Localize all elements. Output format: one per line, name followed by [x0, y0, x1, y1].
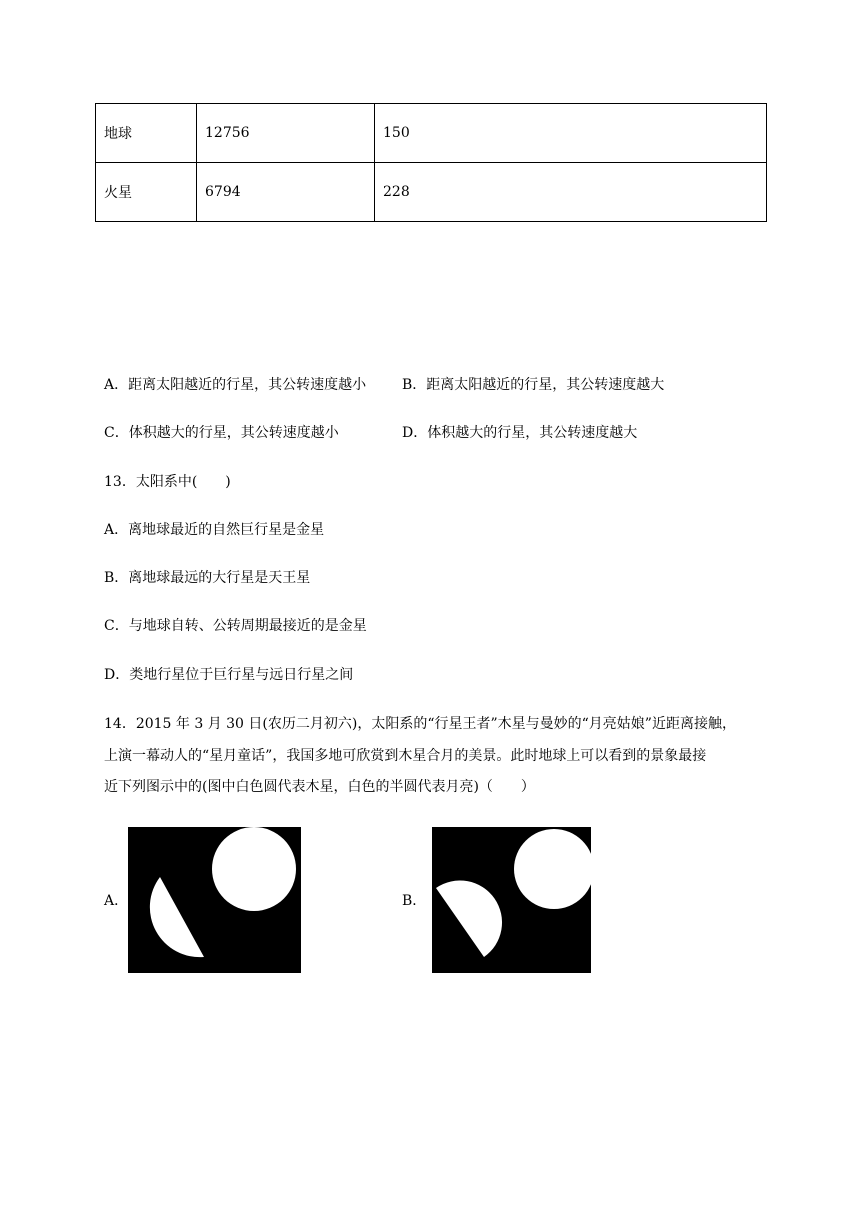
table-cell: 12756 — [197, 104, 375, 163]
jupiter-moon-figure-b — [432, 827, 591, 973]
q14-stem-line2: 上演一幕动人的“星月童话”，我国多地可欣赏到木星合月的美景。此时地球上可以看到的景象最接 — [104, 748, 707, 764]
planet-data-table — [95, 103, 767, 222]
table-cell: 火星 — [96, 163, 197, 222]
q12-option-a: A．距离太阳越近的行星，其公转速度越小 — [104, 377, 367, 393]
q13-option-a: A．离地球最近的自然巨行星是金星 — [104, 522, 325, 538]
q14-stem-line3: 近下列图示中的(图中白色圆代表木星，白色的半圆代表月亮)（ ） — [104, 779, 535, 795]
q14-option-b-label: B． — [402, 893, 427, 909]
q13-option-b: B．离地球最远的大行星是天王星 — [104, 570, 311, 586]
q13-option-c: C．与地球自转、公转周期最接近的是金星 — [104, 618, 367, 634]
jupiter-circle-a — [212, 827, 296, 911]
q12-option-c: C．体积越大的行星，其公转速度越小 — [104, 425, 339, 441]
table-cell: 150 — [375, 104, 767, 163]
figure-option-b — [432, 827, 591, 973]
table-row — [96, 104, 767, 163]
table-cell: 6794 — [197, 163, 375, 222]
table-row — [96, 163, 767, 222]
q12-option-d: D．体积越大的行星，其公转速度越大 — [402, 425, 638, 441]
q12-option-b: B．距离太阳越近的行星，其公转速度越大 — [402, 377, 665, 393]
q13-option-d: D．类地行星位于巨行星与远日行星之间 — [104, 667, 354, 683]
moon-half-circle-a — [150, 877, 204, 957]
q14-stem-line1: 14．2015 年 3 月 30 日(农历二月初六)，太阳系的“行星王者”木星与曼妙的“月亮姑娘”近距离接触， — [104, 716, 736, 732]
moon-half-circle-b — [436, 880, 502, 957]
figure-option-a — [128, 827, 301, 973]
jupiter-moon-figure-a — [128, 827, 301, 973]
table-cell: 228 — [375, 163, 767, 222]
jupiter-circle-b — [514, 829, 591, 909]
q14-option-a-label: A． — [104, 893, 129, 909]
q13-stem: 13．太阳系中( ) — [104, 474, 231, 490]
table-cell: 地球 — [96, 104, 197, 163]
